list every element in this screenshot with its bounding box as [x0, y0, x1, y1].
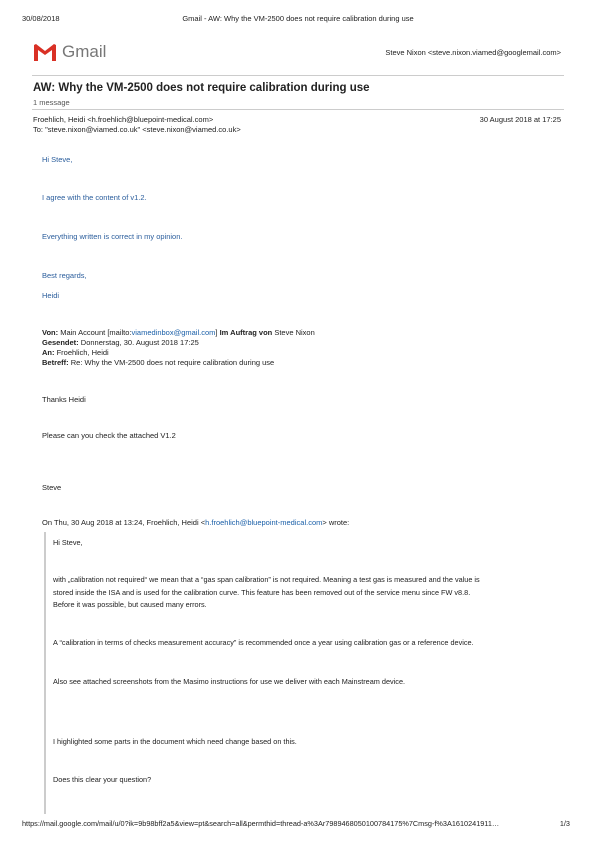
- quoted-paragraph-4: I highlighted some parts in the document which need change based on this.: [53, 737, 297, 746]
- fwd-betreff-line: [42, 358, 274, 367]
- fwd-von-close: ]: [215, 328, 218, 337]
- message-recipient: To: "steve.nixon@viamed.co.uk" <steve.nixon@viamed.co.uk>: [33, 125, 241, 134]
- gmail-logo[interactable]: [32, 42, 106, 62]
- print-footer-url: https://mail.google.com/mail/u/0?ik=9b98bff2a5&view=pt&search=all&permthid=thread-a%3Ar7989468050100784175%7Cmsg-f%3A1610241911…: [22, 819, 500, 828]
- fwd-gesendet-line: [42, 338, 199, 347]
- message-sender: Froehlich, Heidi <h.froehlich@bluepoint-medical.com>: [33, 115, 214, 124]
- fwd-signature: Steve: [42, 483, 62, 492]
- quote-attribution-link[interactable]: h.froehlich@bluepoint-medical.com: [205, 518, 323, 527]
- fwd-betreff-value: Re: Why the VM-2500 does not require calibration during use: [70, 358, 275, 367]
- fwd-gesendet-label: Gesendet:: [42, 338, 79, 347]
- message-count: 1 message: [33, 98, 70, 107]
- fwd-gesendet-value: Donnerstag, 30. August 2018 17:25: [80, 338, 199, 347]
- gmail-logo-text: Gmail: [62, 42, 107, 61]
- quoted-paragraph-5: Does this clear your question?: [53, 775, 152, 784]
- quote-attribution: [42, 518, 349, 527]
- fwd-betreff-label: Betreff:: [42, 358, 69, 367]
- thread-subject: AW: Why the VM-2500 does not require calibration during use: [33, 82, 370, 94]
- body-regards: Best regards,: [42, 271, 87, 280]
- quoted-paragraph-1-line-1: with „calibration not required“ we mean that a “gas span calibration” is not required. Meaning a test gas is measured and the value is: [53, 575, 480, 584]
- message-datetime: 30 August 2018 at 17:25: [479, 115, 561, 124]
- gmail-envelope-icon: [32, 42, 58, 62]
- quoted-greeting: Hi Steve,: [53, 538, 83, 547]
- fwd-an-label: An:: [42, 348, 55, 357]
- body-signature: Heidi: [42, 291, 60, 300]
- quoted-paragraph-2: A “calibration in terms of checks measurement accuracy” is recommended once a year using calibration gas or a reference device.: [53, 638, 474, 647]
- fwd-von-value: Main Account [mailto:: [60, 328, 132, 337]
- fwd-auftrag-label: Im Auftrag von: [219, 328, 273, 337]
- fwd-von-link[interactable]: viamedinbox@gmail.com: [131, 328, 216, 337]
- fwd-thanks: Thanks Heidi: [42, 395, 86, 404]
- body-line-correct: Everything written is correct in my opinion.: [42, 232, 183, 241]
- fwd-von-line: [42, 328, 315, 337]
- print-date: 30/08/2018: [22, 14, 60, 23]
- quote-bar: [44, 532, 46, 814]
- quoted-paragraph-1-line-2: stored inside the ISA and is used for the calibration curve. This feature has been removed out of the service menu since FW v8.8.: [53, 588, 471, 597]
- quoted-paragraph-3: Also see attached screenshots from the Masimo instructions for use we deliver with each Mainstream device.: [53, 677, 406, 686]
- quoted-paragraph-1-line-3: Before it was possible, but caused many errors.: [53, 600, 207, 609]
- print-footer-page: 1/3: [559, 819, 570, 828]
- quote-attribution-post: > wrote:: [322, 518, 350, 527]
- fwd-auftrag-value: Steve Nixon: [274, 328, 315, 337]
- quote-attribution-pre: On Thu, 30 Aug 2018 at 13:24, Froehlich, Heidi <: [42, 518, 206, 527]
- header-divider: [32, 75, 564, 76]
- print-title: Gmail - AW: Why the VM-2500 does not require calibration during use: [182, 14, 414, 23]
- body-greeting: Hi Steve,: [42, 155, 73, 164]
- fwd-an-line: [42, 348, 109, 357]
- body-line-agree: I agree with the content of v1.2.: [42, 193, 147, 202]
- fwd-von-label: Von:: [42, 328, 59, 337]
- subject-divider: [32, 109, 564, 110]
- fwd-request: Please can you check the attached V1.2: [42, 431, 176, 440]
- account-email: Steve Nixon <steve.nixon.viamed@googlemail.com>: [385, 48, 561, 57]
- fwd-an-value: Froehlich, Heidi: [56, 348, 109, 357]
